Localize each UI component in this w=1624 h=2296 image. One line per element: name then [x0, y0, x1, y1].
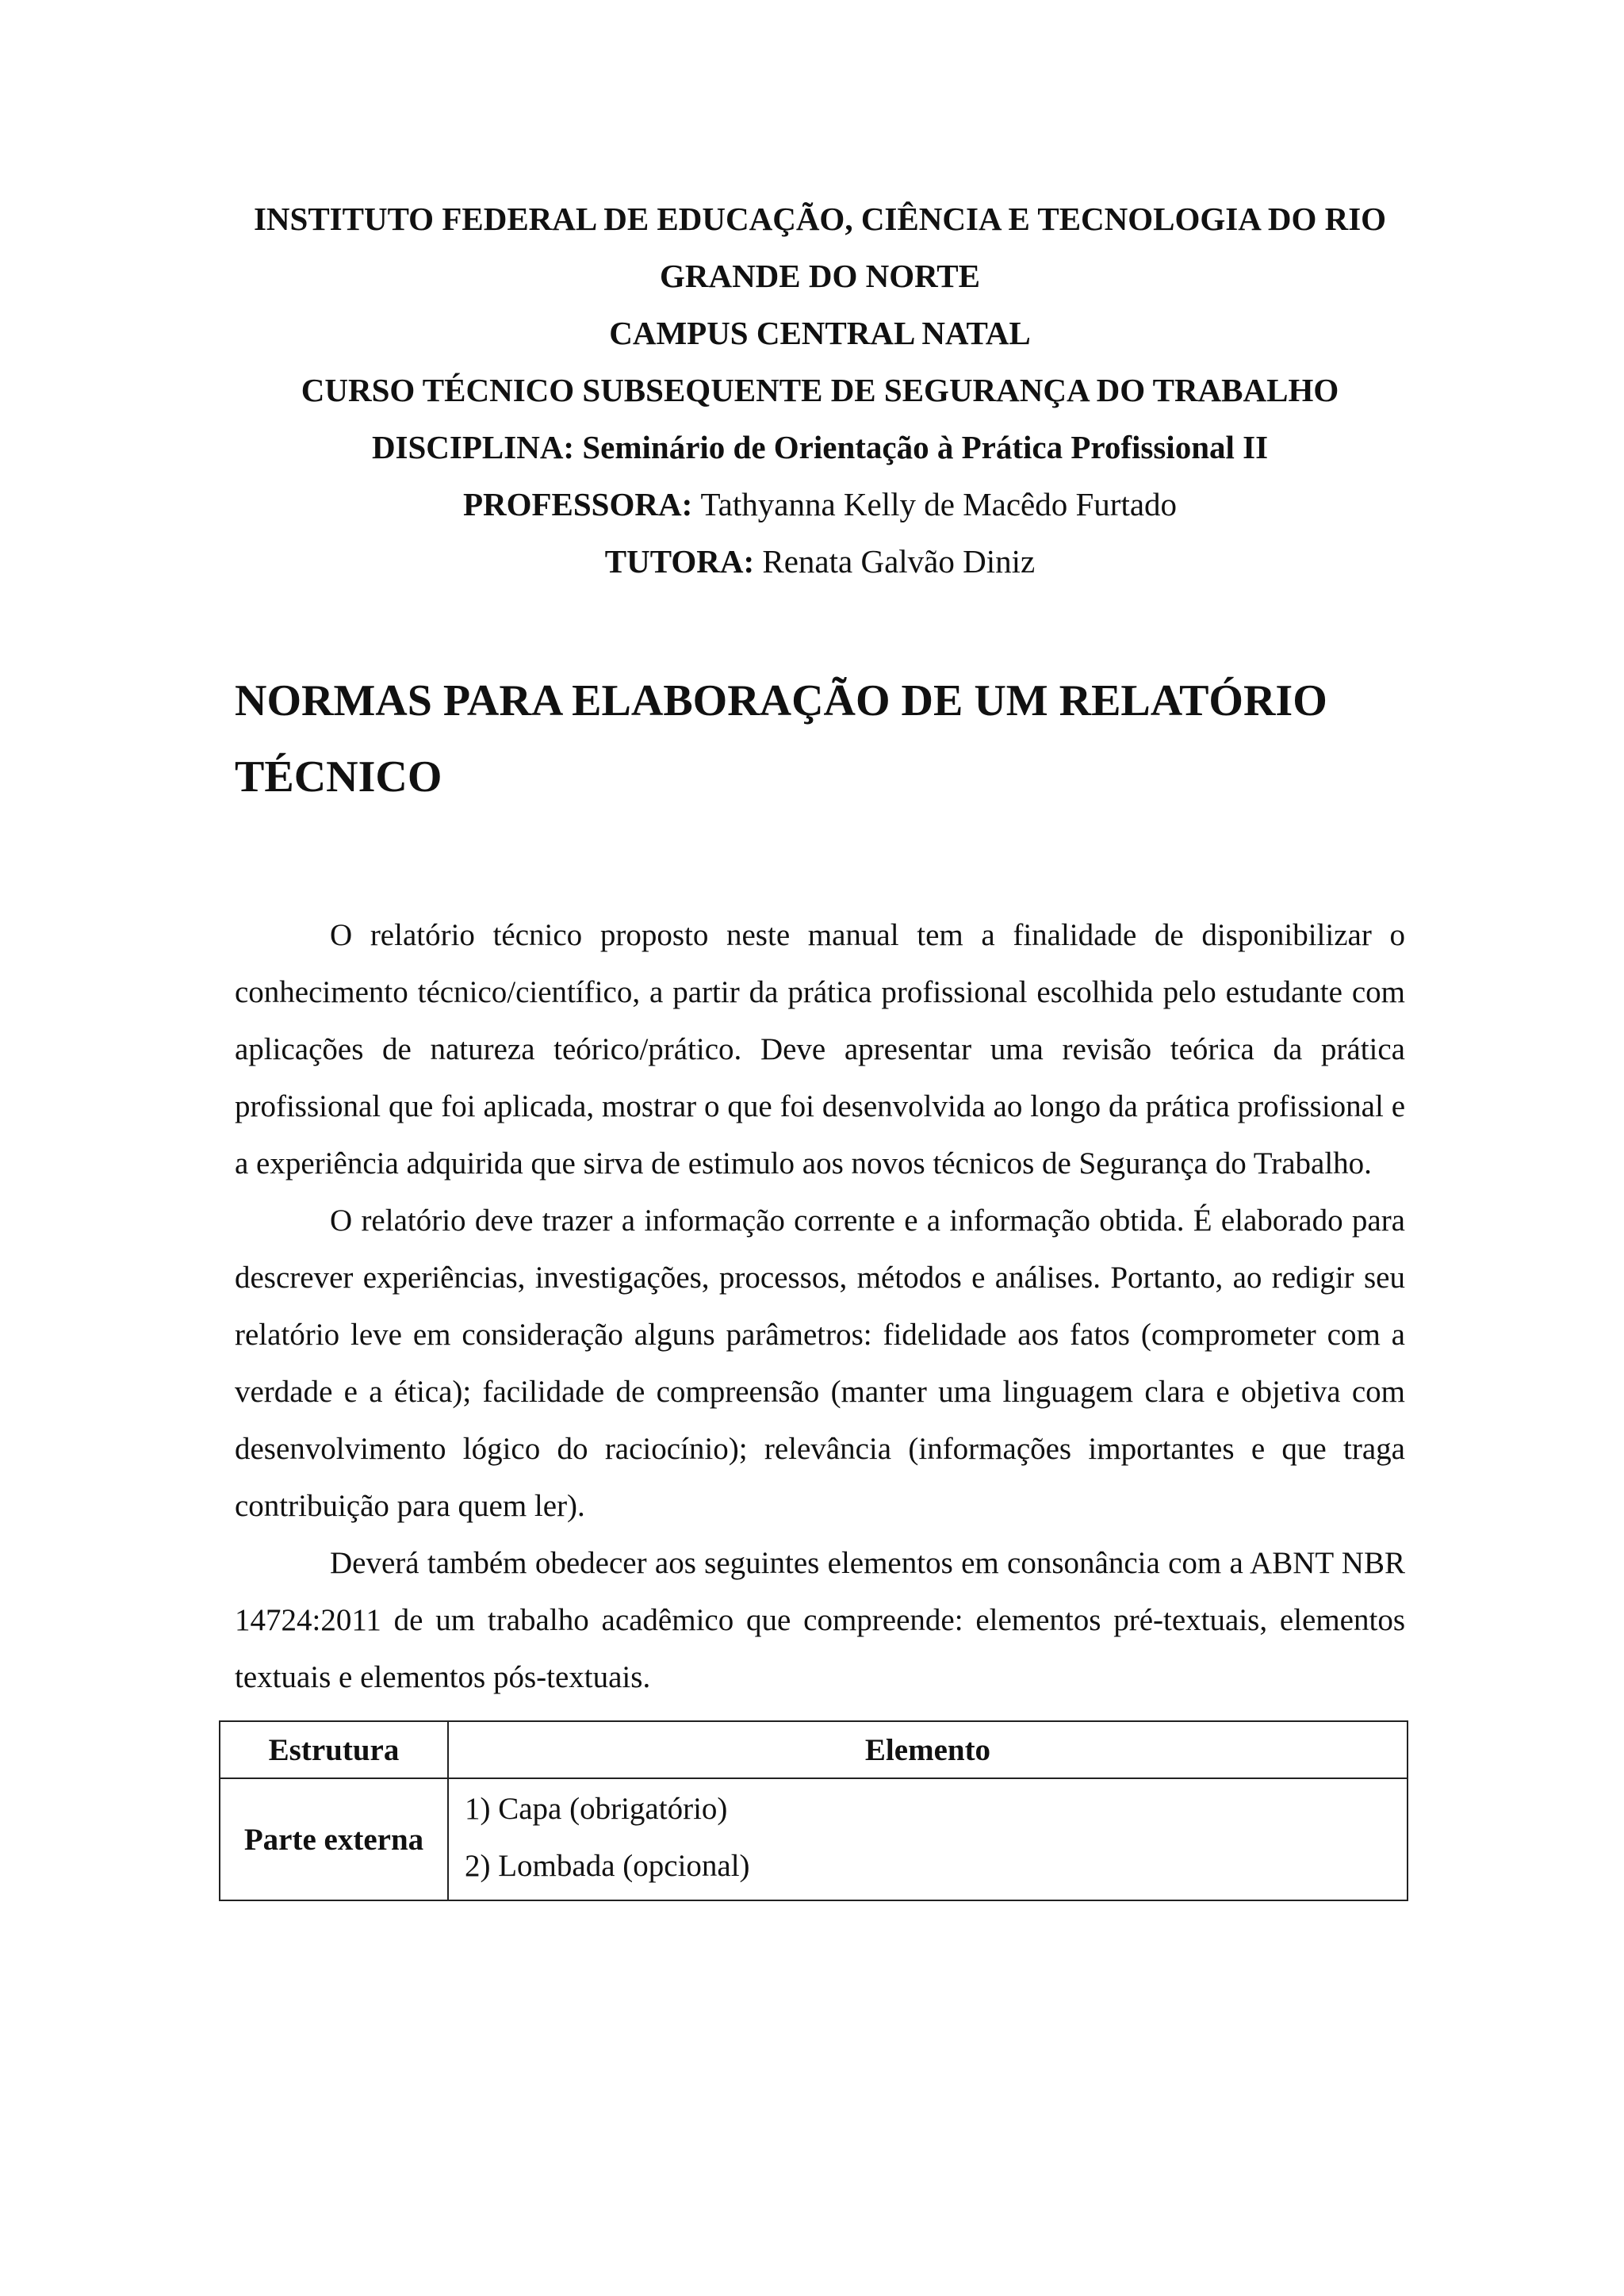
- structure-table-container: [219, 1720, 1408, 1901]
- structure-table: [219, 1720, 1408, 1901]
- professor-line: [235, 476, 1405, 533]
- body-paragraph-2: O relatório deve trazer a informação corrente e a informação obtida. É elaborado para descrever experiências, investigações, processos, métodos e análises. Portanto, ao redigir seu relatório leve em consideração alguns parâmetros: fidelidade aos fatos (comprometer com a verdade e a ética); facilidade de compreensão (manter uma linguagem clara e objetiva com desenvolvimento lógico do raciocínio); relevância (informações importantes e que traga contribuição para quem ler).: [235, 1203, 1405, 1523]
- body-paragraph-3: Deverá também obedecer aos seguintes elementos em consonância com a ABNT NBR 14724:2011 de um trabalho acadêmico que compreende: elementos pré-textuais, elementos textuais e elementos pós-textuais.: [235, 1546, 1405, 1694]
- campus-name: CAMPUS CENTRAL NATAL: [609, 315, 1031, 351]
- document-title-line-2: TÉCNICO: [235, 752, 442, 802]
- table-header-row: [220, 1721, 1408, 1778]
- page-content: [235, 190, 1405, 1901]
- column-header-structure: Estrutura: [220, 1721, 448, 1778]
- discipline-value: Seminário de Orientação à Prática Profissional II: [582, 429, 1269, 465]
- institution-name-line-2: GRANDE DO NORTE: [659, 258, 981, 294]
- document-body: [235, 907, 1405, 1706]
- tutor-name: Renata Galvão Diniz: [762, 543, 1036, 580]
- document-title: [235, 663, 1405, 815]
- column-header-element: Elemento: [448, 1721, 1408, 1778]
- structure-cell: Parte externa: [220, 1778, 448, 1900]
- institution-header: [235, 190, 1405, 590]
- table-row: [220, 1778, 1408, 1900]
- discipline-label: DISCIPLINA:: [371, 429, 575, 465]
- body-paragraph-1: O relatório técnico proposto neste manual tem a finalidade de disponibilizar o conhecimento técnico/científico, a partir da prática profissional escolhida pelo estudante com aplicações de natureza teórico/prático. Deve apresentar uma revisão teórica da prática profissional que foi aplicada, mostrar o que foi desenvolvida ao longo da prática profissional e a experiência adquirida que sirva de estimulo aos novos técnicos de Segurança do Trabalho.: [235, 918, 1405, 1181]
- professor-name: Tathyanna Kelly de Macêdo Furtado: [700, 486, 1178, 522]
- course-name: CURSO TÉCNICO SUBSEQUENTE DE SEGURANÇA DO TRABALHO: [301, 372, 1339, 408]
- element-list-cell: [448, 1778, 1408, 1900]
- institution-name-line-1: INSTITUTO FEDERAL DE EDUCAÇÃO, CIÊNCIA E TECNOLOGIA DO RIO: [253, 201, 1387, 237]
- document-title-line-1: NORMAS PARA ELABORAÇÃO DE UM RELATÓRIO: [235, 676, 1327, 725]
- discipline-line: [235, 419, 1405, 476]
- list-item: 2) Lombada (opcional): [465, 1849, 750, 1883]
- list-item: 1) Capa (obrigatório): [465, 1792, 728, 1826]
- tutor-line: [235, 533, 1405, 590]
- professor-label: PROFESSORA:: [462, 486, 693, 522]
- tutor-label: TUTORA:: [604, 543, 755, 580]
